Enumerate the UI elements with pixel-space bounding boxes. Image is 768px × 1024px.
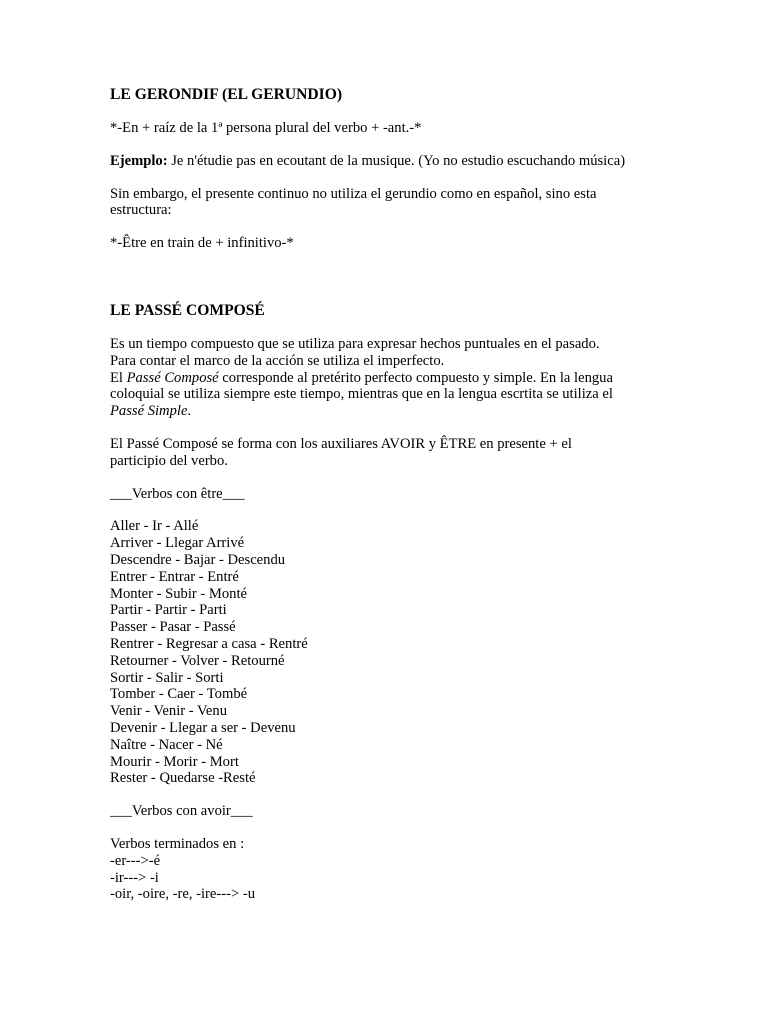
list-item: Naître - Nacer - Né bbox=[110, 736, 223, 753]
etre-header: ___Verbos con être___ bbox=[110, 485, 245, 502]
list-item: Tomber - Caer - Tombé bbox=[110, 686, 248, 703]
document-page bbox=[110, 86, 670, 903]
pc-p2-post: corresponde al pretérito perfecto compuesto y simple. En la lengua bbox=[218, 369, 613, 386]
example-label: Ejemplo: bbox=[110, 152, 168, 169]
endings-intro: Verbos terminados en : bbox=[110, 835, 245, 852]
list-item: Sortir - Salir - Sorti bbox=[110, 669, 224, 686]
list-item: Arriver - Llegar Arrivé bbox=[110, 535, 245, 552]
pc-p1-line2: Para contar el marco de la acción se utiliza el imperfecto. bbox=[110, 352, 445, 369]
list-item: Descendre - Bajar - Descendu bbox=[110, 551, 286, 568]
list-item: Mourir - Morir - Mort bbox=[110, 753, 239, 770]
gerondif-example bbox=[110, 153, 670, 170]
pc-p2-italic1: Passé Composé bbox=[126, 369, 219, 386]
gerondif-note-line1: Sin embargo, el presente continuo no utiliza el gerundio como en español, sino esta bbox=[110, 185, 597, 202]
list-item: Partir - Partir - Parti bbox=[110, 602, 227, 619]
pc-p2-line2: coloquial se utiliza siempre este tiempo, mientras que en la lengua escrtita se utiliza el bbox=[110, 386, 613, 403]
pc-p2-end: . bbox=[187, 403, 192, 420]
list-item: Passer - Pasar - Passé bbox=[110, 619, 236, 636]
list-item: Entrer - Entrar - Entré bbox=[110, 568, 239, 585]
list-item: Rentrer - Regresar a casa - Rentré bbox=[110, 635, 308, 652]
list-item: -ir---> -i bbox=[110, 869, 159, 886]
pc-p2-line3 bbox=[110, 403, 670, 420]
list-item: Devenir - Llegar a ser - Devenu bbox=[110, 719, 296, 736]
pc-p2-pre: El bbox=[110, 369, 127, 386]
etre-verb-list bbox=[110, 518, 670, 787]
list-item: -er--->-é bbox=[110, 852, 161, 869]
pc-p3-line1: El Passé Composé se forma con los auxiliares AVOIR y ÊTRE en presente + el bbox=[110, 435, 572, 452]
list-item: Retourner - Volver - Retourné bbox=[110, 652, 285, 669]
pc-p3-line2: participio del verbo. bbox=[110, 452, 228, 469]
endings-list bbox=[110, 853, 670, 903]
list-item: Aller - Ir - Allé bbox=[110, 518, 199, 535]
avoir-header: ___Verbos con avoir___ bbox=[110, 803, 253, 820]
example-text: Je n'étudie pas en ecoutant de la musique. (Yo no estudio escuchando música) bbox=[167, 152, 626, 169]
list-item: Rester - Quedarse -Resté bbox=[110, 770, 256, 787]
list-item: -oir, -oire, -re, -ire---> -u bbox=[110, 886, 255, 903]
section-title-gerondif: LE GERONDIF (EL GERUNDIO) bbox=[110, 86, 343, 103]
pc-p1-line1: Es un tiempo compuesto que se utiliza para expresar hechos puntuales en el pasado. bbox=[110, 335, 600, 352]
gerondif-formula: *-En + raíz de la 1ª persona plural del verbo + -ant.-* bbox=[110, 120, 422, 136]
gerondif-note-line2: estructura: bbox=[110, 202, 172, 219]
pc-p2-line1 bbox=[110, 370, 670, 387]
pc-p2-italic2: Passé Simple bbox=[110, 403, 188, 420]
list-item: Venir - Venir - Venu bbox=[110, 703, 227, 720]
list-item: Monter - Subir - Monté bbox=[110, 585, 248, 602]
section-title-passe-compose: LE PASSÉ COMPOSÉ bbox=[110, 301, 265, 319]
gerondif-structure: *-Être en train de + infinitivo-* bbox=[110, 235, 294, 252]
